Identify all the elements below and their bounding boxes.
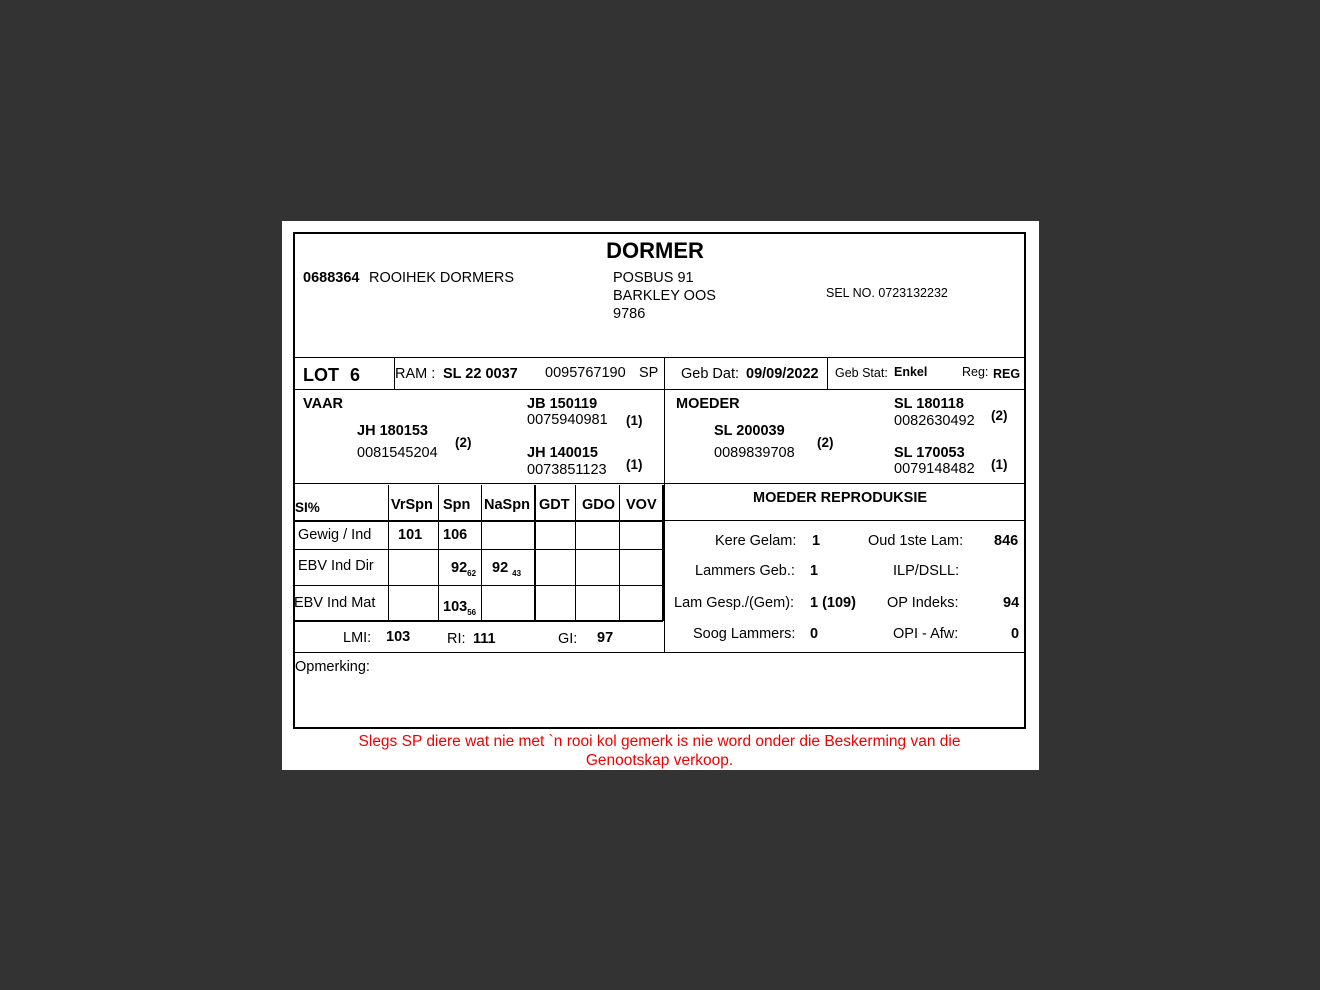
divider-lot-top <box>294 357 1025 358</box>
soog-lammers-label: Soog Lammers: <box>693 626 796 642</box>
sire-dam-count: (1) <box>626 457 643 472</box>
si-row2-spn <box>451 561 476 578</box>
address-line-3: 9786 <box>613 306 646 322</box>
lam-gesp-label: Lam Gesp./(Gem): <box>674 595 795 611</box>
birth-date-label: Geb Dat: <box>681 366 740 382</box>
sire-id: JH 180153 <box>357 423 428 439</box>
si-row3-spn-value: 103 <box>443 599 468 615</box>
ilp-dsll-label: ILP/DSLL: <box>893 563 960 579</box>
si-row3-spn-accuracy: 56 <box>467 608 477 617</box>
birth-status-label: Geb Stat: <box>835 366 888 380</box>
birth-date: 09/09/2022 <box>746 366 819 382</box>
si-row2-naspn <box>492 561 521 578</box>
si-header-si: SI% <box>295 500 320 515</box>
si-row3-spn <box>443 600 476 617</box>
soog-lammers-value: 0 <box>810 626 819 642</box>
divider-geb-stat <box>827 357 828 389</box>
breeder-number: 0688364 <box>303 270 360 286</box>
si-header-gdt: GDT <box>539 497 570 513</box>
si-header-vrspn: VrSpn <box>391 497 433 513</box>
ram-registration: 0095767190 <box>545 365 626 381</box>
divider-col-gdt <box>575 485 576 621</box>
lmi-label: LMI: <box>343 630 372 646</box>
ram-status: SP <box>639 365 659 381</box>
kere-gelam-value: 1 <box>812 533 821 549</box>
oud-1ste-lam-value: 846 <box>994 533 1019 549</box>
gi-value: 97 <box>597 630 614 646</box>
divider-si-header <box>294 520 663 522</box>
divider-si-row2 <box>294 585 663 586</box>
divider-si-bottom <box>294 620 663 622</box>
dam-dam-count: (1) <box>991 457 1008 472</box>
breeder-name: ROOIHEK DORMERS <box>369 270 515 286</box>
ram-label: RAM : <box>395 366 436 382</box>
si-row2-spn-value: 92 <box>451 560 468 576</box>
registration-label: Reg: <box>962 365 989 379</box>
ram-id: SL 22 0037 <box>443 366 518 382</box>
ri-label: RI: <box>447 631 466 647</box>
divider-col-gdo <box>619 485 620 621</box>
divider-indices-bottom <box>294 652 1025 653</box>
dam-sire-count: (2) <box>991 408 1008 423</box>
lammers-geb-value: 1 <box>810 563 819 579</box>
lmi-value: 103 <box>386 629 411 645</box>
reproduction-title: MOEDER REPRODUKSIE <box>753 490 928 506</box>
si-row2-label: EBV Ind Dir <box>298 558 374 574</box>
sire-count: (2) <box>455 435 472 450</box>
lammers-geb-label: Lammers Geb.: <box>695 563 795 579</box>
dam-id: SL 200039 <box>714 423 785 439</box>
divider-ram-geb <box>664 357 665 389</box>
divider-col-spn <box>481 485 482 621</box>
sire-dam-id: JH 140015 <box>527 445 598 461</box>
si-row1-spn: 106 <box>443 527 468 543</box>
si-row3-label: EBV Ind Mat <box>294 595 376 611</box>
si-header-spn: Spn <box>443 497 471 513</box>
kere-gelam-label: Kere Gelam: <box>715 533 797 549</box>
divider-si-row1 <box>294 549 663 550</box>
si-row1-vrspn: 101 <box>398 527 423 543</box>
dam-sire-registration: 0082630492 <box>894 413 975 429</box>
sire-sire-count: (1) <box>626 413 643 428</box>
divider-col-vov <box>662 485 664 621</box>
dam-label: MOEDER <box>676 396 740 412</box>
divider-pedigree-bottom <box>294 483 1025 484</box>
address-line-2: BARKLEY OOS <box>613 288 716 304</box>
oud-1ste-lam-label: Oud 1ste Lam: <box>868 533 964 549</box>
opi-afw-label: OPI - Afw: <box>893 626 959 642</box>
si-header-vov: VOV <box>626 497 657 513</box>
lam-gesp-value: 1 (109) <box>810 595 856 611</box>
dam-dam-id: SL 170053 <box>894 445 965 461</box>
lot-label: LOT <box>303 365 339 385</box>
protection-notice-line-1: Slegs SP diere wat nie met `n rooi kol gemerk is nie word onder die Beskerming van die <box>358 733 961 750</box>
divider-vaar-moeder <box>664 389 665 653</box>
registration-value: REG <box>993 367 1021 381</box>
si-row1-label: Gewig / Ind <box>298 527 372 543</box>
si-row2-naspn-accuracy: 43 <box>512 569 522 578</box>
remark-label: Opmerking: <box>295 659 370 675</box>
breed-title: DORMER <box>606 238 704 263</box>
op-indeks-value: 94 <box>1003 595 1020 611</box>
opi-afw-value: 0 <box>1011 626 1020 642</box>
divider-col-vrspn <box>438 485 439 621</box>
gi-label: GI: <box>558 631 578 647</box>
dam-dam-registration: 0079148482 <box>894 461 975 477</box>
dam-count: (2) <box>817 435 834 450</box>
si-header-naspn: NaSpn <box>484 497 530 513</box>
sire-registration: 0081545204 <box>357 445 438 461</box>
dam-sire-id: SL 180118 <box>894 396 964 412</box>
birth-status: Enkel <box>894 365 928 379</box>
divider-repro-header <box>664 520 1025 521</box>
divider-col-naspn <box>534 485 536 621</box>
si-header-gdo: GDO <box>582 497 616 513</box>
sire-label: VAAR <box>303 396 344 412</box>
sire-sire-id: JB 150119 <box>527 396 598 412</box>
sire-sire-registration: 0075940981 <box>527 412 608 428</box>
ri-value: 111 <box>473 631 496 647</box>
si-row2-naspn-value: 92 <box>492 560 509 576</box>
lot-card <box>293 232 1026 729</box>
si-row2-spn-accuracy: 62 <box>467 569 477 578</box>
sire-dam-registration: 0073851123 <box>527 462 607 478</box>
divider-col-label <box>388 485 389 621</box>
divider-lot-bottom <box>294 389 1025 390</box>
protection-notice-line-2: Genootskap verkoop. <box>585 752 734 769</box>
lot-number: 6 <box>350 365 361 385</box>
dam-registration: 0089839708 <box>714 445 795 461</box>
op-indeks-label: OP Indeks: <box>887 595 959 611</box>
address-line-1: POSBUS 91 <box>613 270 694 286</box>
cell-number: SEL NO. 0723132232 <box>826 286 948 300</box>
